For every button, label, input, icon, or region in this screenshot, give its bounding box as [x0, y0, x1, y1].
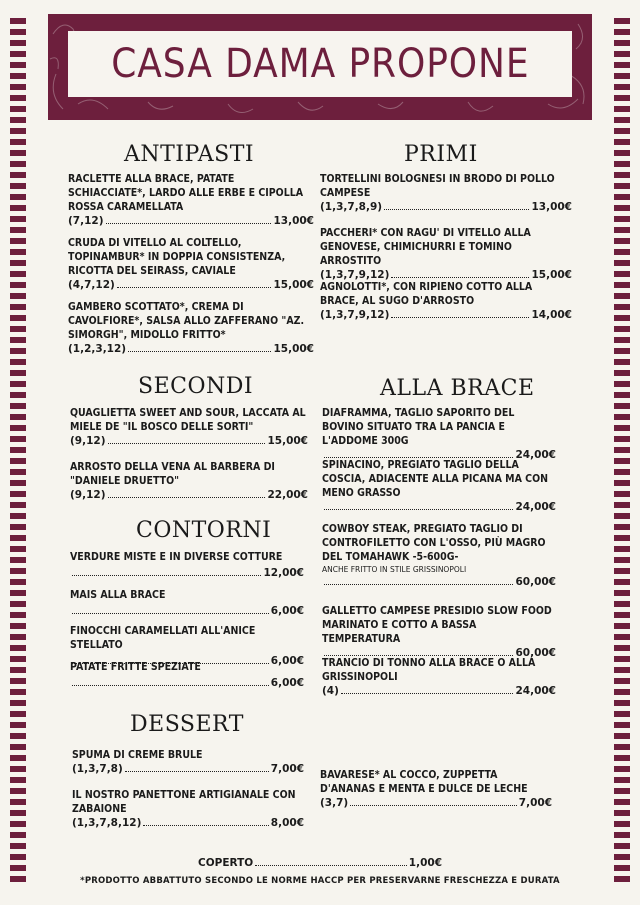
menu-item: [70, 460, 308, 502]
item-price: 13,00€: [531, 201, 572, 213]
item-name: FINOCCHI CARAMELLATI ALL'ANICE STELLATO: [70, 625, 256, 651]
dot-leader: [108, 443, 266, 444]
menu-item: [70, 406, 308, 448]
item-price: 6,00€: [270, 605, 304, 617]
item-price: 24,00€: [515, 501, 556, 513]
item-name: ARROSTO DELLA VENA AL BARBERA DI "DANIELE DRUETTO": [70, 461, 275, 487]
menu-item: [68, 172, 314, 228]
haccp-note: *PRODOTTO ABBATTUTO SECONDO LE NORME HACCP PER PRESERVARNE FRESCHEZZA E DURATA: [80, 876, 560, 886]
menu-item: [322, 656, 556, 698]
dot-leader: [341, 693, 514, 694]
coperto-price: 1,00€: [408, 857, 442, 869]
item-price-line: [320, 796, 552, 810]
section-title-antipasti: ANTIPASTI: [124, 142, 255, 167]
item-name: SPUMA DI CREME BRULE: [72, 749, 203, 761]
dot-leader: [125, 771, 269, 772]
item-allergens: (1,3,7,8,12): [72, 817, 142, 829]
item-allergens: (7,12): [68, 215, 104, 227]
item-price-line: [70, 676, 304, 690]
item-price-line: [70, 604, 304, 618]
item-name: VERDURE MISTE E IN DIVERSE COTTURE: [70, 551, 283, 563]
dot-leader: [72, 685, 269, 686]
menu-item: [70, 588, 304, 618]
item-price: 60,00€: [515, 576, 556, 588]
item-allergens: (9,12): [70, 489, 106, 501]
item-price: 24,00€: [515, 449, 556, 461]
menu-item: [322, 604, 556, 660]
item-price-line: [72, 762, 304, 776]
dot-leader: [324, 509, 513, 510]
item-name: TORTELLINI BOLOGNESI IN BRODO DI POLLO CAMPESE: [320, 173, 555, 199]
item-name: TRANCIO DI TONNO ALLA BRACE O ALLA GRISSINOPOLI: [322, 657, 536, 683]
item-price-line: [320, 200, 572, 214]
item-price: 24,00€: [515, 685, 556, 697]
dot-leader: [117, 287, 272, 288]
item-price-line: [70, 434, 308, 448]
section-title-alla-brace: ALLA BRACE: [380, 376, 535, 401]
menu-item: [70, 660, 304, 690]
item-name: DIAFRAMMA, TAGLIO SAPORITO DEL BOVINO SITUATO TRA LA PANCIA E L'ADDOME 300G: [322, 407, 515, 447]
item-allergens: (3,7): [320, 797, 349, 809]
menu-item: [72, 788, 304, 830]
section-title-secondi: SECONDI: [138, 374, 254, 399]
item-allergens: (9,12): [70, 435, 106, 447]
item-price: 6,00€: [270, 655, 304, 667]
item-price: 15,00€: [273, 279, 314, 291]
item-name: GALLETTO CAMPESE PRESIDIO SLOW FOOD MARINATO E COTTO A BASSA TEMPERATURA: [322, 605, 552, 645]
item-price-line: [68, 342, 314, 356]
right-border-stripes: [614, 18, 630, 887]
item-price-line: [322, 575, 556, 589]
item-name: RACLETTE ALLA BRACE, PATATE SCHIACCIATE*, LARDO ALLE ERBE E CIPOLLA ROSSA CARAMELLATA: [68, 173, 304, 213]
item-allergens: (1,3,7,9,12): [320, 269, 390, 281]
menu-header: [48, 14, 592, 120]
item-price: 15,00€: [267, 435, 308, 447]
item-allergens: (1,3,7,9,12): [320, 309, 390, 321]
menu-item: [320, 172, 572, 214]
item-price-line: [70, 488, 308, 502]
item-price-line: [320, 308, 572, 322]
dot-leader: [384, 209, 529, 210]
dot-leader: [324, 584, 513, 585]
item-name: BAVARESE* AL COCCO, ZUPPETTA D'ANANAS E MENTA E DULCE DE LECHE: [320, 769, 528, 795]
dot-leader: [391, 277, 529, 278]
title-plate: [68, 31, 572, 97]
item-price: 8,00€: [270, 817, 304, 829]
menu-item: [322, 458, 556, 514]
item-allergens: (1,2,3,12): [68, 343, 127, 355]
item-name: QUAGLIETTA SWEET AND SOUR, LACCATA AL MIELE DE "IL BOSCO DELLE SORTI": [70, 407, 306, 433]
section-title-primi: PRIMI: [404, 142, 478, 167]
dot-leader: [350, 805, 517, 806]
item-price: 7,00€: [270, 763, 304, 775]
item-price-line: [68, 278, 314, 292]
coperto-line: [198, 856, 442, 870]
item-note: ANCHE FRITTO IN STILE GRISSINOPOLI: [322, 565, 467, 574]
menu-item: [320, 280, 572, 322]
item-allergens: (4): [322, 685, 339, 697]
dot-leader: [255, 865, 407, 866]
item-name: IL NOSTRO PANETTONE ARTIGIANALE CON ZABAIONE: [72, 789, 296, 815]
item-price: 7,00€: [518, 797, 552, 809]
item-name: PACCHERI* CON RAGU' DI VITELLO ALLA GENOVESE, CHIMICHURRI E TOMINO ARROSTITO: [320, 227, 531, 267]
item-name: CRUDA DI VITELLO AL COLTELLO, TOPINAMBUR* IN DOPPIA CONSISTENZA, RICOTTA DEL SEIRASS, CAVIALE: [68, 237, 286, 277]
menu-item: [72, 748, 304, 776]
item-price-line: [198, 856, 442, 870]
dot-leader: [72, 575, 261, 576]
item-name: GAMBERO SCOTTATO*, CREMA DI CAVOLFIORE*, SALSA ALLO ZAFFERANO "AZ. SIMORGH", MIDOLLO FRITTO*: [68, 301, 305, 341]
item-allergens: (4,7,12): [68, 279, 115, 291]
item-price-line: [72, 816, 304, 830]
coperto-label: COPERTO: [198, 857, 254, 869]
dot-leader: [108, 497, 266, 498]
item-price-line: [322, 684, 556, 698]
dot-leader: [72, 613, 269, 614]
left-border-stripes: [10, 18, 26, 887]
menu-title: CASA DAMA PROPONE: [110, 41, 530, 87]
item-name: AGNOLOTTI*, CON RIPIENO COTTO ALLA BRACE, AL SUGO D'ARROSTO: [320, 281, 533, 307]
item-price: 22,00€: [267, 489, 308, 501]
item-name: SPINACINO, PREGIATO TAGLIO DELLA COSCIA, ADIACENTE ALLA PICANA MA CON MENO GRASSO: [322, 459, 549, 499]
item-name: PATATE FRITTE SPEZIATE: [70, 661, 201, 673]
dot-leader: [106, 223, 272, 224]
menu-item: [320, 226, 572, 282]
item-allergens: (1,3,7,8): [72, 763, 123, 775]
dot-leader: [128, 351, 271, 352]
item-name: COWBOY STEAK, PREGIATO TAGLIO DI CONTROFILETTO CON L'OSSO, PIÙ MAGRO DEL TOMAHAWK -5-600G-: [322, 523, 546, 563]
item-price: 15,00€: [531, 269, 572, 281]
dot-leader: [391, 317, 529, 318]
item-price: 14,00€: [531, 309, 572, 321]
menu-item: [322, 406, 556, 462]
item-name: MAIS ALLA BRACE: [70, 589, 166, 601]
item-price-line: [70, 566, 304, 580]
menu-item: [68, 236, 314, 292]
menu-item: [322, 522, 556, 589]
item-price: 13,00€: [273, 215, 314, 227]
menu-item: [68, 300, 314, 356]
menu-item: [70, 550, 304, 580]
item-price: 60,00€: [515, 647, 556, 659]
item-price: 15,00€: [273, 343, 314, 355]
item-price: 6,00€: [270, 677, 304, 689]
item-price: 12,00€: [263, 567, 304, 579]
item-allergens: (1,3,7,8,9): [320, 201, 383, 213]
section-title-dessert: DESSERT: [130, 712, 244, 737]
menu-item: [320, 768, 552, 810]
section-title-contorni: CONTORNI: [136, 518, 272, 543]
item-price-line: [322, 500, 556, 514]
item-price-line: [68, 214, 314, 228]
dot-leader: [143, 825, 268, 826]
